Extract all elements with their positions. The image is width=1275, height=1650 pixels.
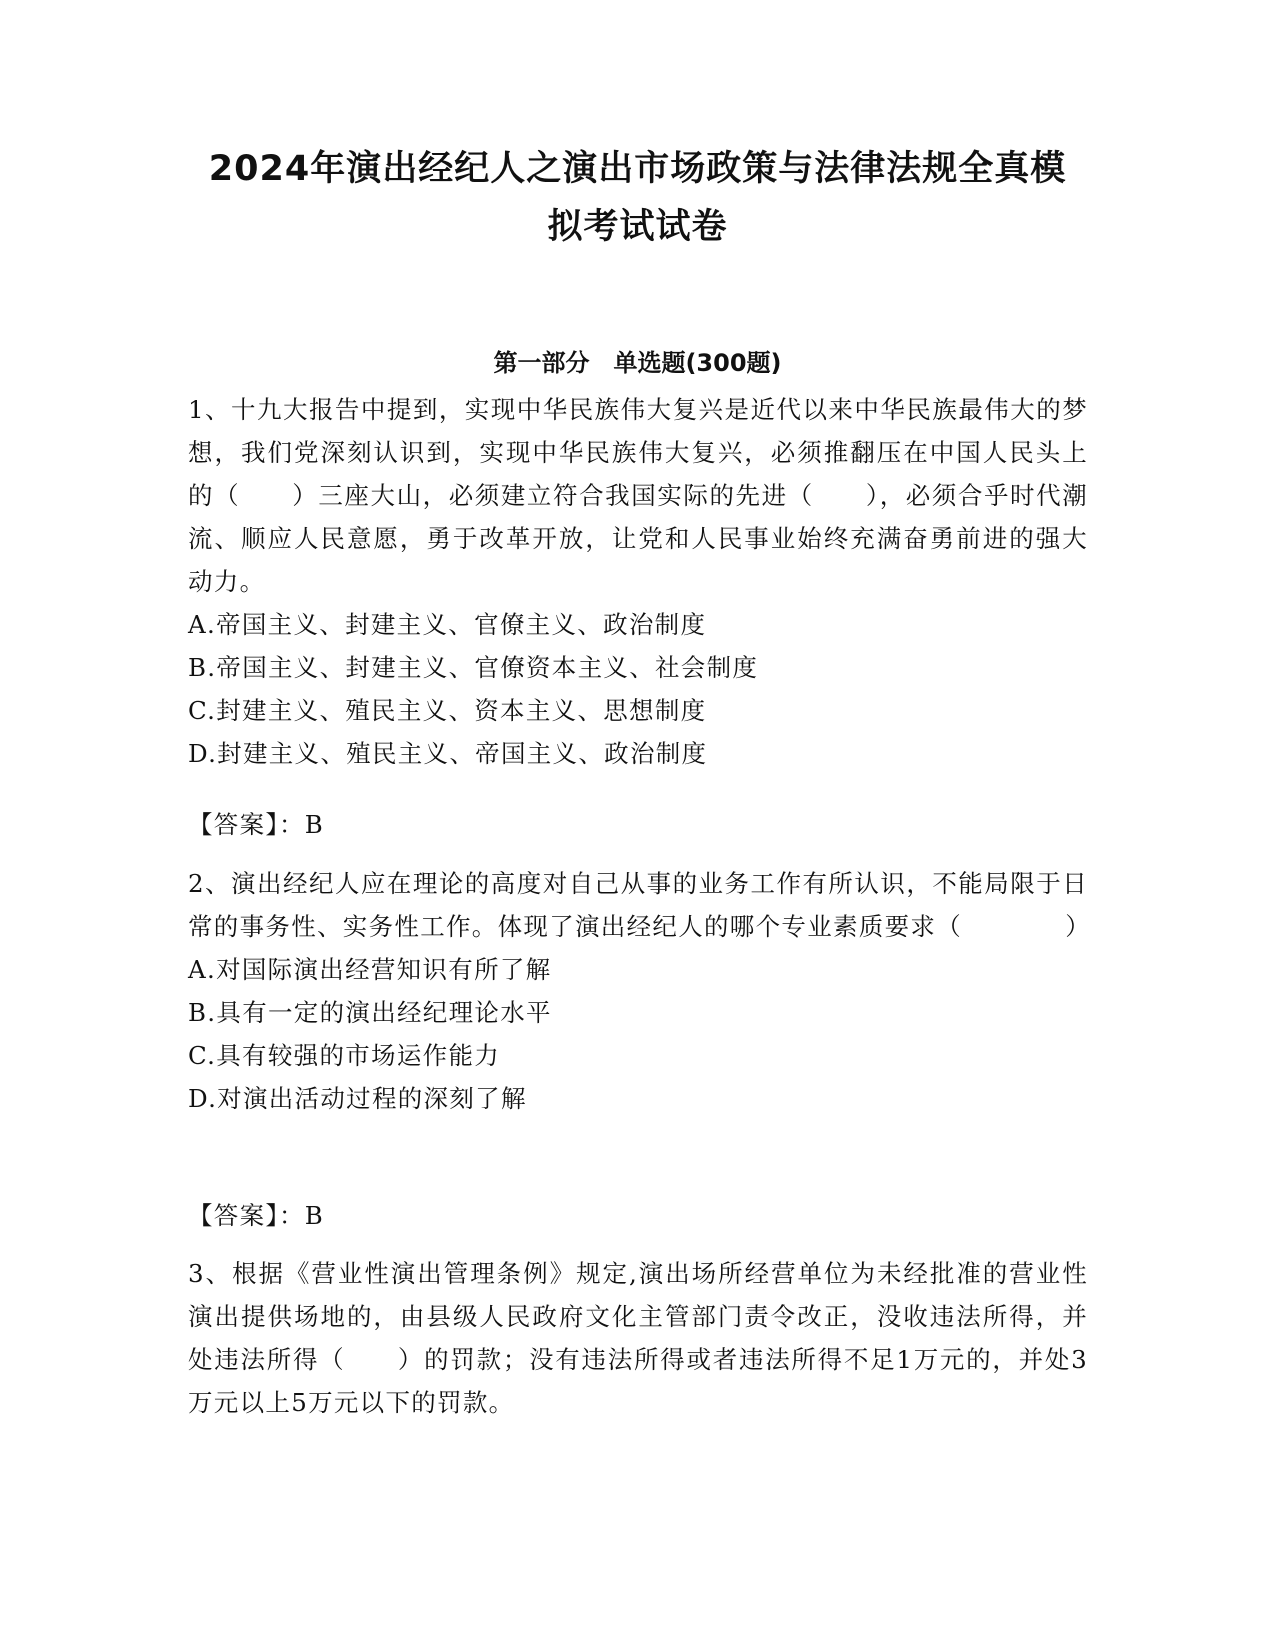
answer-2 xyxy=(188,1194,1088,1237)
title-line-1: 2024年演出经纪人之演出市场政策与法律法规全真模 xyxy=(208,149,1067,189)
question-stem: 3、根据《营业性演出管理条例》规定,演出场所经营单位为未经批准的营业性演出提供场地的，由县级人民政府文化主管部门责令改正，没收违法所得，并处违法所得（ ）的罚款；没有违法所得或者违法所得不足1万元的，并处3万元以上5万元以下的罚款。 xyxy=(188,1259,1088,1417)
option-d: D.封建主义、殖民主义、帝国主义、政治制度 xyxy=(188,739,708,768)
question-2 xyxy=(188,862,1091,1120)
title-line-2: 拟考试试卷 xyxy=(547,207,728,247)
question-1 xyxy=(188,388,1088,775)
section-heading: 第一部分 单选题(300题) xyxy=(493,349,782,377)
answer-text: 【答案】：B xyxy=(188,1201,325,1230)
question-stem: 2、演出经纪人应在理论的高度对自己从事的业务工作有所认识，不能局限于日常的事务性、实务性工作。体现了演出经纪人的哪个专业素质要求（ ） xyxy=(188,869,1091,941)
option-a: A.帝国主义、封建主义、官僚主义、政治制度 xyxy=(188,610,707,639)
option-d: D.对演出活动过程的深刻了解 xyxy=(188,1084,527,1113)
option-c: C.封建主义、殖民主义、资本主义、思想制度 xyxy=(188,696,707,725)
answer-text: 【答案】：B xyxy=(188,810,325,839)
option-c: C.具有较强的市场运作能力 xyxy=(188,1041,501,1070)
option-b: B.帝国主义、封建主义、官僚资本主义、社会制度 xyxy=(188,653,759,682)
option-b: B.具有一定的演出经纪理论水平 xyxy=(188,998,552,1027)
question-stem: 1、十九大报告中提到，实现中华民族伟大复兴是近代以来中华民族最伟大的梦想，我们党深刻认识到，实现中华民族伟大复兴，必须推翻压在中国人民头上的（ ）三座大山，必须建立符合我国实际的先进（ ），必须合乎时代潮流、顺应人民意愿，勇于改革开放，让党和人民事业始终充满奋勇前进的强大动力。 xyxy=(188,395,1088,596)
document-title xyxy=(150,140,1125,256)
option-a: A.对国际演出经营知识有所了解 xyxy=(188,955,552,984)
question-3 xyxy=(188,1252,1088,1424)
answer-1 xyxy=(188,803,1088,846)
